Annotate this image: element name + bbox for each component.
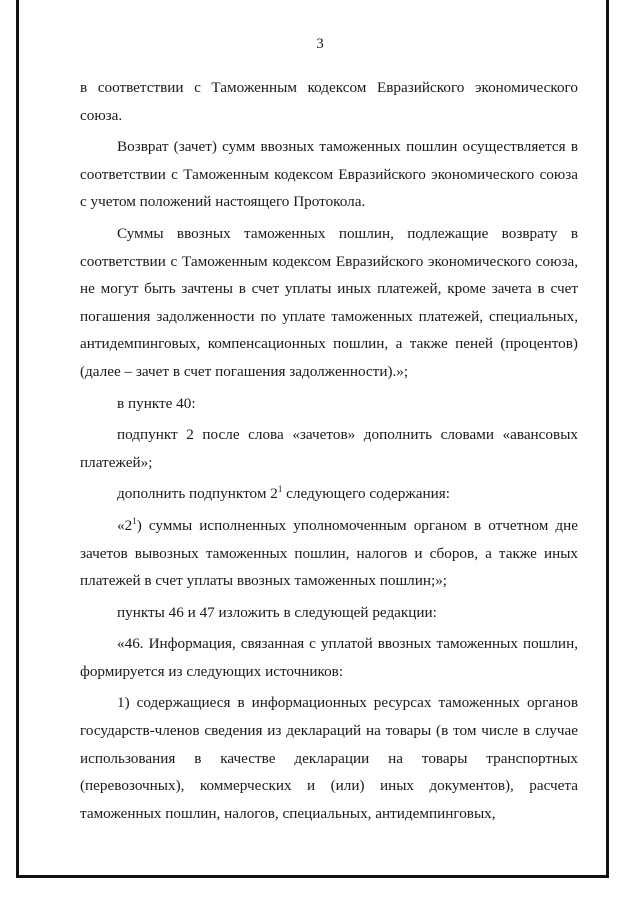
page-border-bottom bbox=[16, 875, 609, 878]
text-span: следующего содержания: bbox=[282, 485, 450, 503]
superscript: 1 bbox=[277, 484, 283, 495]
page-border-left bbox=[16, 0, 19, 878]
page-border-right bbox=[606, 0, 609, 878]
paragraph-source-1: 1) содержащиеся в информационных ресурсах таможенных органов государств-членов сведения из деклараций на товары (в том числе в случае использования в качестве декларации на товары транспортных (перевозочных), коммерческих и (или) иных документов), расчета таможенных пошлин, налогов, специальных, антидемпинговых, bbox=[80, 694, 578, 822]
paragraph-points-46-47: пункты 46 и 47 изложить в следующей редакции: bbox=[117, 603, 437, 621]
document-body bbox=[80, 74, 578, 831]
paragraph-continuation: в соответствии с Таможенным кодексом Евразийского экономического союза. bbox=[80, 79, 578, 124]
paragraph-point-40: в пункте 40: bbox=[117, 394, 196, 412]
text-span: дополнить подпунктом 2 bbox=[117, 485, 278, 503]
paragraph-import-duty-amounts: Суммы ввозных таможенных пошлин, подлежащие возврату в соответствии с Таможенным кодексом Евразийского экономического союза, не могут быть зачтены в счет уплаты иных платежей, кроме зачета в счет погашения задолженности по уплате таможенных платежей, специальных, антидемпинговых, компенсационных пошлин, а также пеней (процентов) (далее – зачет в счет погашения задолженности).»; bbox=[80, 224, 578, 380]
text-span: ) суммы исполненных уполномоченным органом в отчетном дне зачетов вывозных таможенных пошлин, налогов и сборов, а также иных платежей в счет уплаты ввозных таможенных пошлин;»; bbox=[80, 516, 578, 590]
paragraph-add-subpoint bbox=[80, 480, 578, 512]
paragraph-subpoint-2: подпункт 2 после слова «зачетов» дополнить словами «авансовых платежей»; bbox=[80, 426, 578, 471]
page-number: 3 bbox=[316, 36, 324, 52]
text-span: «2 bbox=[117, 516, 133, 534]
superscript: 1 bbox=[132, 515, 137, 526]
paragraph-subpoint-2-1 bbox=[80, 512, 578, 599]
paragraph-refund-offset: Возврат (зачет) сумм ввозных таможенных пошлин осуществляется в соответствии с Таможенным кодексом Евразийского экономического союза с учетом положений настоящего Протокола. bbox=[80, 138, 578, 211]
paragraph-point-46: «46. Информация, связанная с уплатой ввозных таможенных пошлин, формируется из следующих источников: bbox=[80, 635, 578, 680]
